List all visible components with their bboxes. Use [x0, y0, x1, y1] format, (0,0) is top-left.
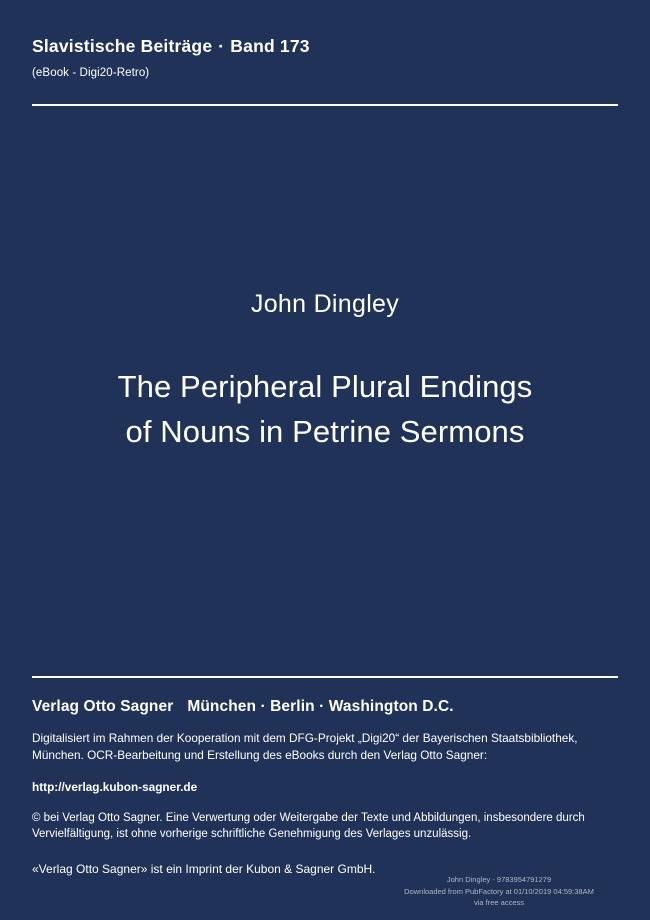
footer-divider-rule — [32, 676, 618, 678]
cover-footer — [32, 698, 618, 876]
series-volume: Band 173 — [230, 36, 310, 56]
watermark-line-2: Downloaded from PubFactory at 01/10/2019 04:59:38AM — [404, 886, 594, 896]
publisher-line — [32, 698, 618, 716]
series-subtitle: (eBook - Digi20-Retro) — [32, 67, 150, 79]
book-title-line-2: of Nouns in Petrine Sermons — [125, 413, 525, 449]
header-divider-rule — [32, 104, 618, 106]
publisher-cities: München · Berlin · Washington D.C. — [187, 698, 454, 715]
series-separator: · — [218, 36, 225, 56]
book-title — [0, 365, 650, 455]
access-watermark — [374, 874, 624, 908]
watermark-line-3: via free access — [473, 897, 525, 907]
series-title-line — [32, 36, 618, 57]
watermark-line-1: John Dingley - 9783954791279 — [446, 875, 552, 885]
series-name: Slavistische Beiträge — [32, 36, 213, 56]
digitization-note: Digitalisiert im Rahmen der Kooperation mit dem DFG-Projekt „Digi20“ der Bayerischen Staatsbibliothek, München. OCR-Bearbeitung und Erstellung des eBooks durch den Verlag Otto Sagner: — [32, 731, 578, 762]
imprint-note: «Verlag Otto Sagner» ist ein Imprint der Kubon & Sagner GmbH. — [32, 862, 376, 877]
publisher-url-link[interactable]: http://verlag.kubon-sagner.de — [32, 779, 198, 794]
copyright-note: © bei Verlag Otto Sagner. Eine Verwertung oder Weitergabe der Texte und Abbildungen, insbesondere durch Vervielfältigung, ist ohne vorherige schriftliche Genehmigung des Verlages unzulässig. — [32, 811, 585, 840]
publisher-name: Verlag Otto Sagner — [32, 698, 174, 715]
cover-header — [0, 0, 650, 79]
book-title-line-1: The Peripheral Plural Endings — [117, 369, 533, 404]
cover-center-block — [0, 290, 650, 455]
author-name: John Dingley — [250, 290, 400, 318]
